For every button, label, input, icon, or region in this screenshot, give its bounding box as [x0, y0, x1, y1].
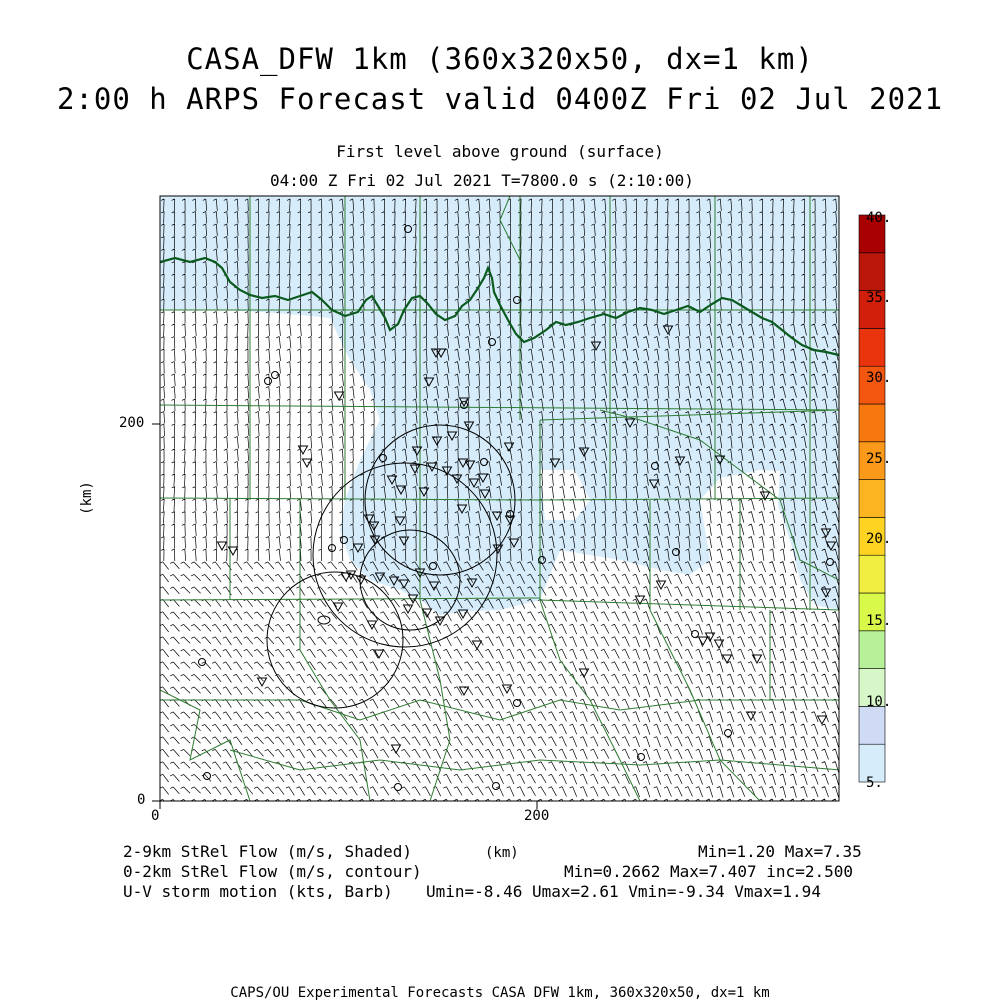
y-tick-0: 0 [137, 792, 146, 808]
colorbar-swatch [859, 253, 885, 291]
colorbar-swatch [859, 328, 885, 366]
map-title-line1: CASA_DFW 1km (360x320x50, dx=1 km) [186, 42, 814, 76]
level-label: First level above ground (surface) [336, 142, 664, 161]
colorbar-label-30: 30. [866, 370, 892, 386]
barb-field-stats: Umin=-8.46 Umax=2.61 Vmin=-9.34 Vmax=1.94 [426, 882, 821, 901]
contour-field-stats: Min=0.2662 Max=7.407 inc=2.500 [564, 862, 853, 881]
contour-field-desc: 0-2km StRel Flow (m/s, contour) [123, 862, 422, 881]
colorbar-label-35: 35. [866, 290, 892, 306]
colorbar-label-25: 25. [866, 451, 892, 467]
y-axis-unit: (km) [78, 481, 95, 515]
barb-field-desc: U-V storm motion (kts, Barb) [123, 882, 393, 901]
map-title-line2: 2:00 h ARPS Forecast valid 0400Z Fri 02 Jul 2021 [56, 82, 944, 116]
colorbar-swatch [859, 555, 885, 593]
colorbar-swatch [859, 631, 885, 669]
x-tick-0: 0 [151, 808, 160, 824]
valid-time-label: 04:00 Z Fri 02 Jul 2021 T=7800.0 s (2:10:00) [270, 171, 694, 190]
shaded-field-desc: 2-9km StRel Flow (m/s, Shaded) [123, 842, 412, 861]
colorbar-label-10: 10. [866, 694, 892, 710]
colorbar-swatch [859, 404, 885, 442]
forecast-credit: CAPS/OU Experimental Forecasts CASA DFW 1km, 360x320x50, dx=1 km [230, 985, 770, 1001]
colorbar-swatch [859, 480, 885, 518]
x-axis-unit: (km) [485, 845, 519, 861]
colorbar-label-20: 20. [866, 531, 892, 547]
colorbar-label-5: 5. [866, 775, 883, 791]
shaded-field-stats: Min=1.20 Max=7.35 [698, 842, 862, 861]
x-tick-200: 200 [524, 808, 550, 824]
colorbar-label-40: 40. [866, 210, 892, 226]
colorbar-swatch [859, 706, 885, 744]
y-tick-200: 200 [119, 415, 145, 431]
colorbar-label-15: 15. [866, 613, 892, 629]
